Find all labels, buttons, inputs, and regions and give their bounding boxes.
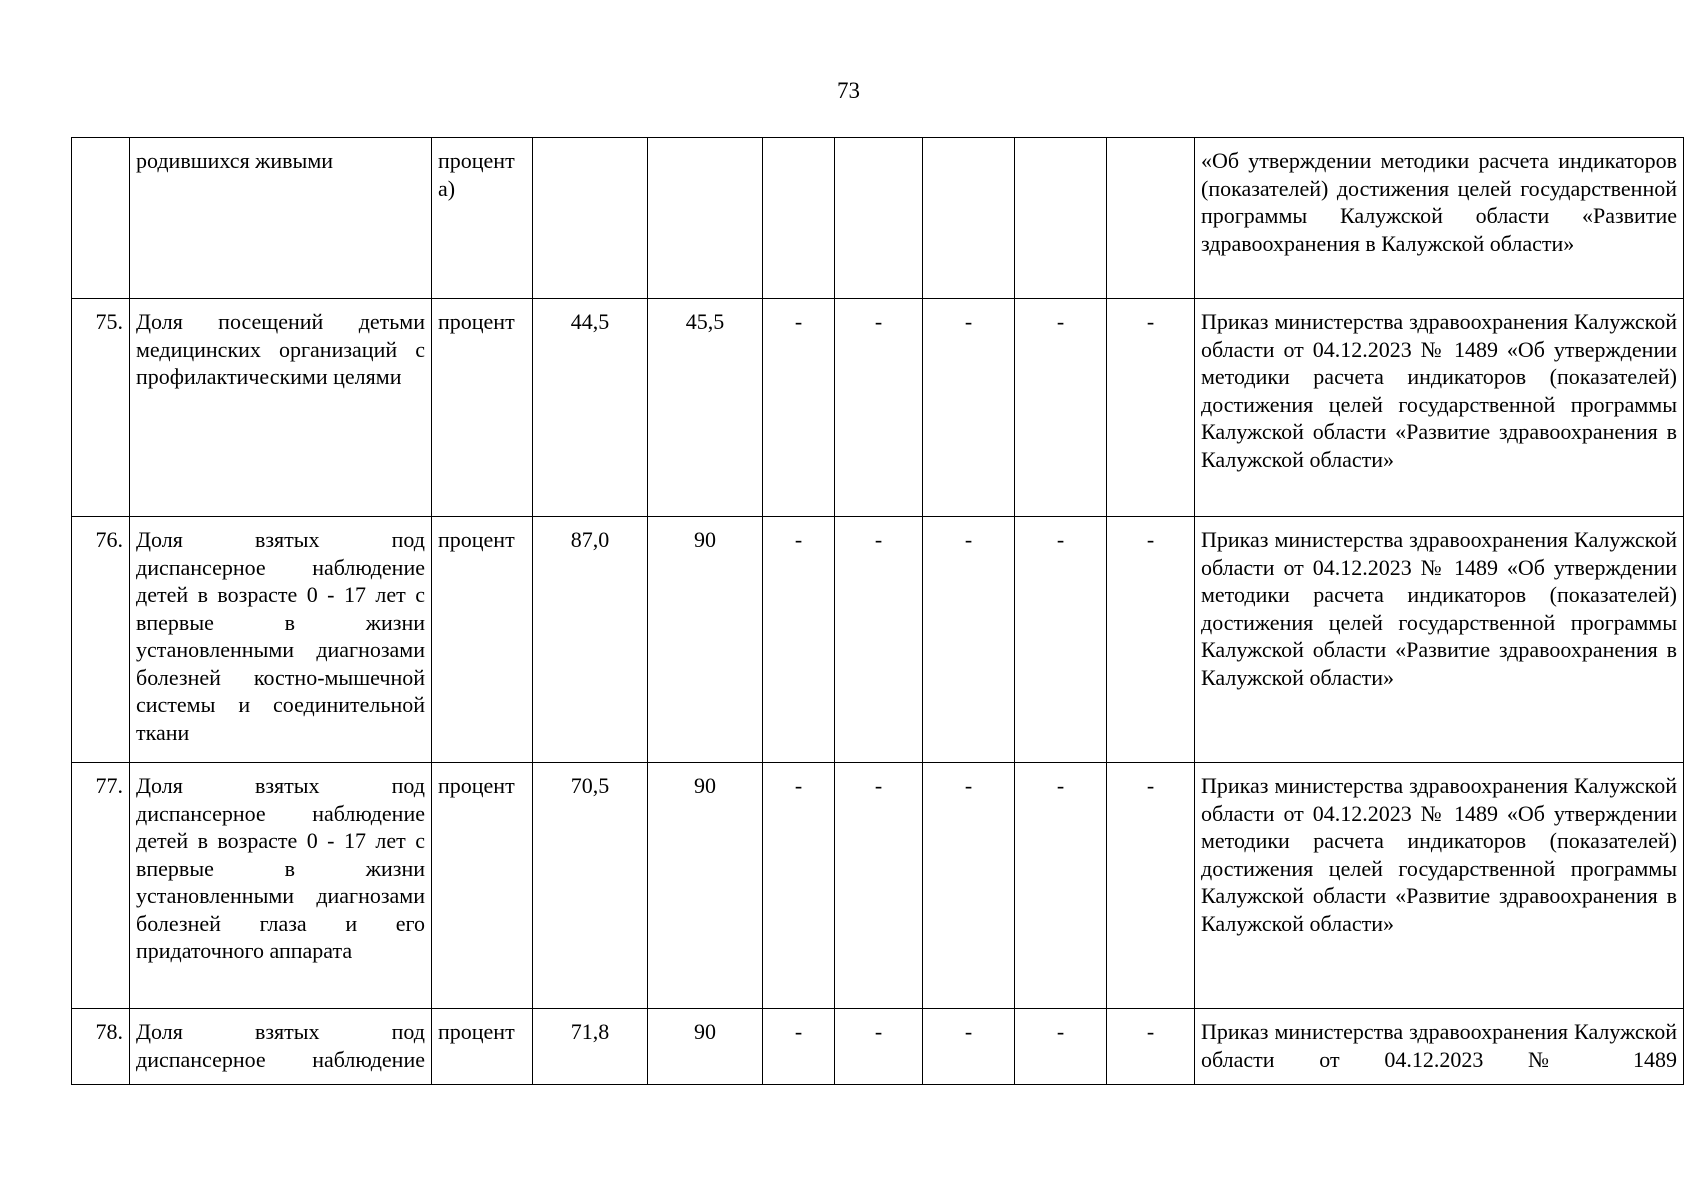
- value-cell: -: [763, 1009, 835, 1085]
- value-cell: -: [1015, 517, 1107, 763]
- row-number: [72, 138, 130, 299]
- value-cell: -: [835, 299, 923, 517]
- value-cell: -: [923, 763, 1015, 1009]
- value-cell: 90: [648, 517, 763, 763]
- value-cell: [1107, 138, 1195, 299]
- indicators-table: [71, 137, 1684, 1085]
- indicator-name: Доля взятых под диспансерное наблюдение детей в возрасте 0 - 17 лет с впервые в жизни установленными диагнозами болезней костно-мышечной системы и соединительной ткани: [130, 517, 432, 763]
- value-cell: 87,0: [533, 517, 648, 763]
- value-cell: -: [1015, 299, 1107, 517]
- value-cell: -: [835, 763, 923, 1009]
- value-cell: 44,5: [533, 299, 648, 517]
- row-number: 76.: [72, 517, 130, 763]
- source-document: «Об утверждении методики расчета индикаторов (показателей) достижения целей государственной программы Калужской области «Развитие здравоохранения в Калужской области»: [1195, 138, 1684, 299]
- table-row: [72, 517, 1684, 763]
- indicator-name: Доля взятых под диспансерное наблюдение: [130, 1009, 432, 1085]
- row-number: 78.: [72, 1009, 130, 1085]
- row-number: 75.: [72, 299, 130, 517]
- value-cell: 90: [648, 763, 763, 1009]
- source-document: Приказ министерства здравоохранения Калужской области от 04.12.2023 № 1489 «Об утверждении методики расчета индикаторов (показателей) достижения целей государственной программы Калужской области «Развитие здравоохранения в Калужской области»: [1195, 299, 1684, 517]
- value-cell: -: [1107, 517, 1195, 763]
- row-number: 77.: [72, 763, 130, 1009]
- unit-cell: процент: [432, 763, 533, 1009]
- unit-cell: процент: [432, 1009, 533, 1085]
- value-cell: [533, 138, 648, 299]
- unit-cell: процент а): [432, 138, 533, 299]
- source-document: Приказ министерства здравоохранения Калужской области от 04.12.2023 № 1489 «Об утверждении методики расчета индикаторов (показателей) достижения целей государственной программы Калужской области «Развитие здравоохранения в Калужской области»: [1195, 763, 1684, 1009]
- value-cell: [648, 138, 763, 299]
- value-cell: -: [835, 1009, 923, 1085]
- value-cell: -: [923, 517, 1015, 763]
- value-cell: -: [1015, 763, 1107, 1009]
- indicator-name: Доля взятых под диспансерное наблюдение детей в возрасте 0 - 17 лет с впервые в жизни установленными диагнозами болезней глаза и его придаточного аппарата: [130, 763, 432, 1009]
- value-cell: -: [923, 299, 1015, 517]
- value-cell: 71,8: [533, 1009, 648, 1085]
- value-cell: -: [763, 299, 835, 517]
- value-cell: -: [1107, 763, 1195, 1009]
- indicator-name: родившихся живыми: [130, 138, 432, 299]
- value-cell: [763, 138, 835, 299]
- table-row: [72, 763, 1684, 1009]
- value-cell: -: [923, 1009, 1015, 1085]
- page-number: 73: [837, 78, 860, 103]
- value-cell: -: [1107, 1009, 1195, 1085]
- value-cell: 45,5: [648, 299, 763, 517]
- table-row: [72, 299, 1684, 517]
- table-row: [72, 1009, 1684, 1085]
- value-cell: 70,5: [533, 763, 648, 1009]
- source-document: Приказ министерства здравоохранения Калужской области от 04.12.2023 № 1489 «Об утверждении методики расчета индикаторов (показателей) достижения целей государственной программы Калужской области «Развитие здравоохранения в Калужской области»: [1195, 517, 1684, 763]
- indicator-name: Доля посещений детьми медицинских организаций с профилактическими целями: [130, 299, 432, 517]
- value-cell: [835, 138, 923, 299]
- table-row: [72, 138, 1684, 299]
- value-cell: [1015, 138, 1107, 299]
- value-cell: -: [763, 763, 835, 1009]
- value-cell: -: [1107, 299, 1195, 517]
- source-document: Приказ министерства здравоохранения Калужской области от 04.12.2023 № 1489: [1195, 1009, 1684, 1085]
- value-cell: 90: [648, 1009, 763, 1085]
- unit-cell: процент: [432, 299, 533, 517]
- value-cell: -: [763, 517, 835, 763]
- value-cell: -: [835, 517, 923, 763]
- value-cell: [923, 138, 1015, 299]
- value-cell: -: [1015, 1009, 1107, 1085]
- unit-cell: процент: [432, 517, 533, 763]
